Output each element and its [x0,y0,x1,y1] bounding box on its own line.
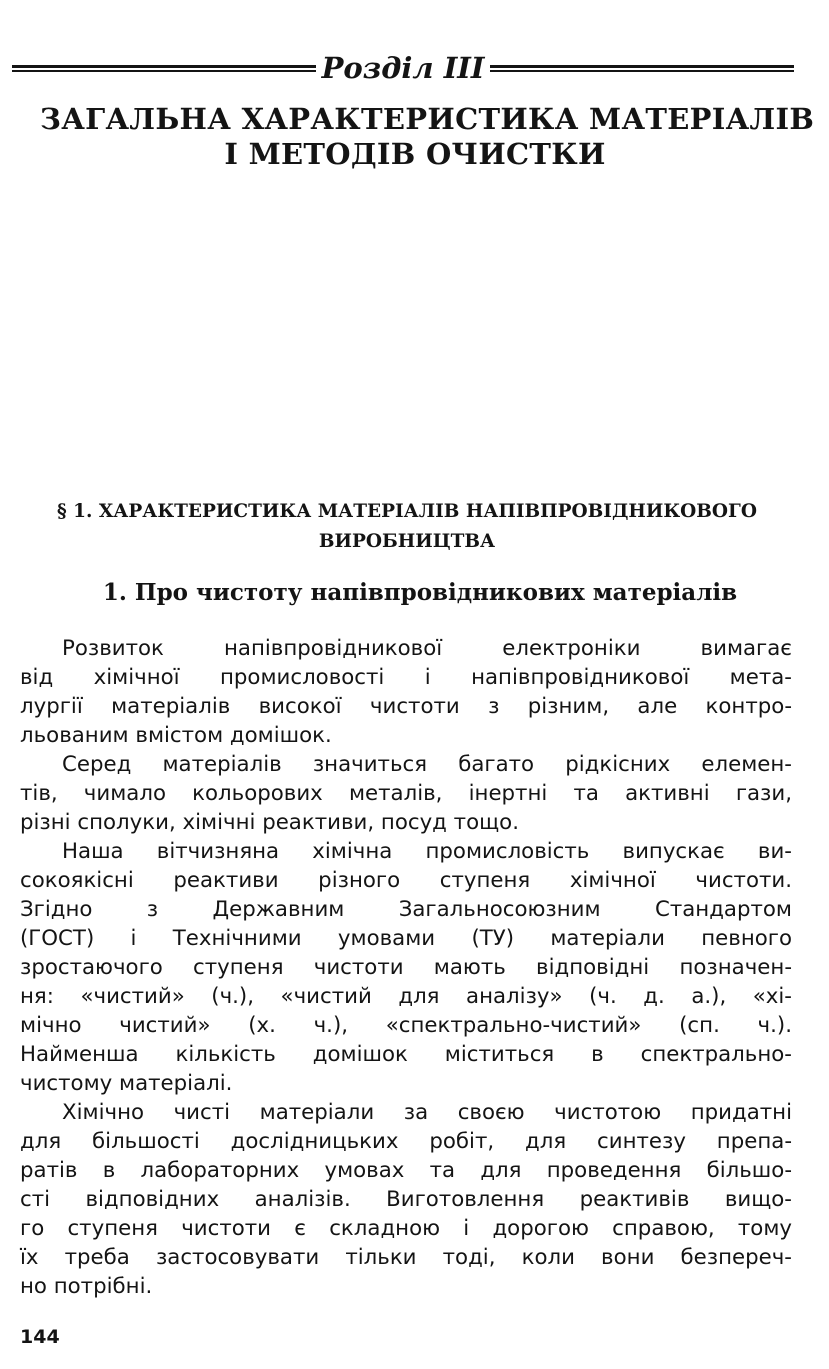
paragraph [20,750,792,837]
section-heading-line: ВИРОБНИЦТВА [318,531,496,552]
text-line: льованим вмістом домішок. [20,723,332,748]
text-line: тів, чимало кольорових металів, інертні та активні гази, [20,781,792,806]
text-line: Згідно з Державним Загальносоюзним Стандартом [20,897,792,922]
text-line: ратів в лабораторних умовах та для проведення більшо- [20,1158,792,1183]
text-line: Хімічно чисті матеріали за своєю чистотою придатні [62,1100,792,1125]
chapter-title-line: І МЕТОДІВ ОЧИСТКИ [224,137,606,171]
section-heading [12,497,802,557]
text-line: їх треба застосовувати тільки тоді, коли вони безпереч- [20,1245,792,1270]
paragraph [20,837,792,1098]
page-number: 144 [20,1326,60,1348]
text-line: но потрібні. [20,1274,153,1299]
body-text [20,634,792,1301]
text-line: Серед матеріалів значиться багато рідкісних елемен- [62,752,792,777]
text-line: ня: «чистий» (ч.), «чистий для аналізу» (ч. д. а.), «хі- [20,984,792,1009]
section-heading-line: § 1. ХАРАКТЕРИСТИКА МАТЕРІАЛІВ НАПІВПРОВІДНИКОВОГО [57,501,757,522]
chapter-rule-right [490,65,794,72]
text-line: Розвиток напівпровідникової електроніки вимагає [62,636,792,661]
chapter-rule-left [12,65,316,72]
text-line: різні сполуки, хімічні реактиви, посуд тощо. [20,810,519,835]
text-line: сті відповідних аналізів. Виготовлення реактивів вищо- [20,1187,792,1212]
paragraph [20,1098,792,1301]
text-line: (ГОСТ) і Технічними умовами (ТУ) матеріали певного [20,926,792,951]
text-line: для більшості дослідницьких робіт, для синтезу препа- [20,1129,792,1154]
chapter-title [40,102,815,172]
text-line: зростаючого ступеня чистоти мають відповідні позначен- [20,955,792,980]
chapter-header [12,48,794,88]
text-line: лургії матеріалів високої чистоти з різним, але контро- [20,694,792,719]
chapter-label: Розділ III [321,50,485,85]
text-line: Наша вітчизняна хімічна промисловість випускає ви- [62,839,792,864]
text-line: сокоякісні реактиви різного ступеня хімічної чистоти. [20,868,792,893]
text-line: мічно чистий» (х. ч.), «спектрально-чистий» (сп. ч.). [20,1013,792,1038]
text-line: чистому матеріалі. [20,1071,233,1096]
subsection-heading: 1. Про чистоту напівпровідникових матеріалів [102,579,738,606]
chapter-title-line: ЗАГАЛЬНА ХАРАКТЕРИСТИКА МАТЕРІАЛІВ [40,102,815,136]
text-line: Найменша кількість домішок міститься в спектрально- [20,1042,792,1067]
paragraph [20,634,792,750]
text-line: від хімічної промисловості і напівпровідникової мета- [20,665,792,690]
text-line: го ступеня чистоти є складною і дорогою справою, тому [20,1216,792,1241]
